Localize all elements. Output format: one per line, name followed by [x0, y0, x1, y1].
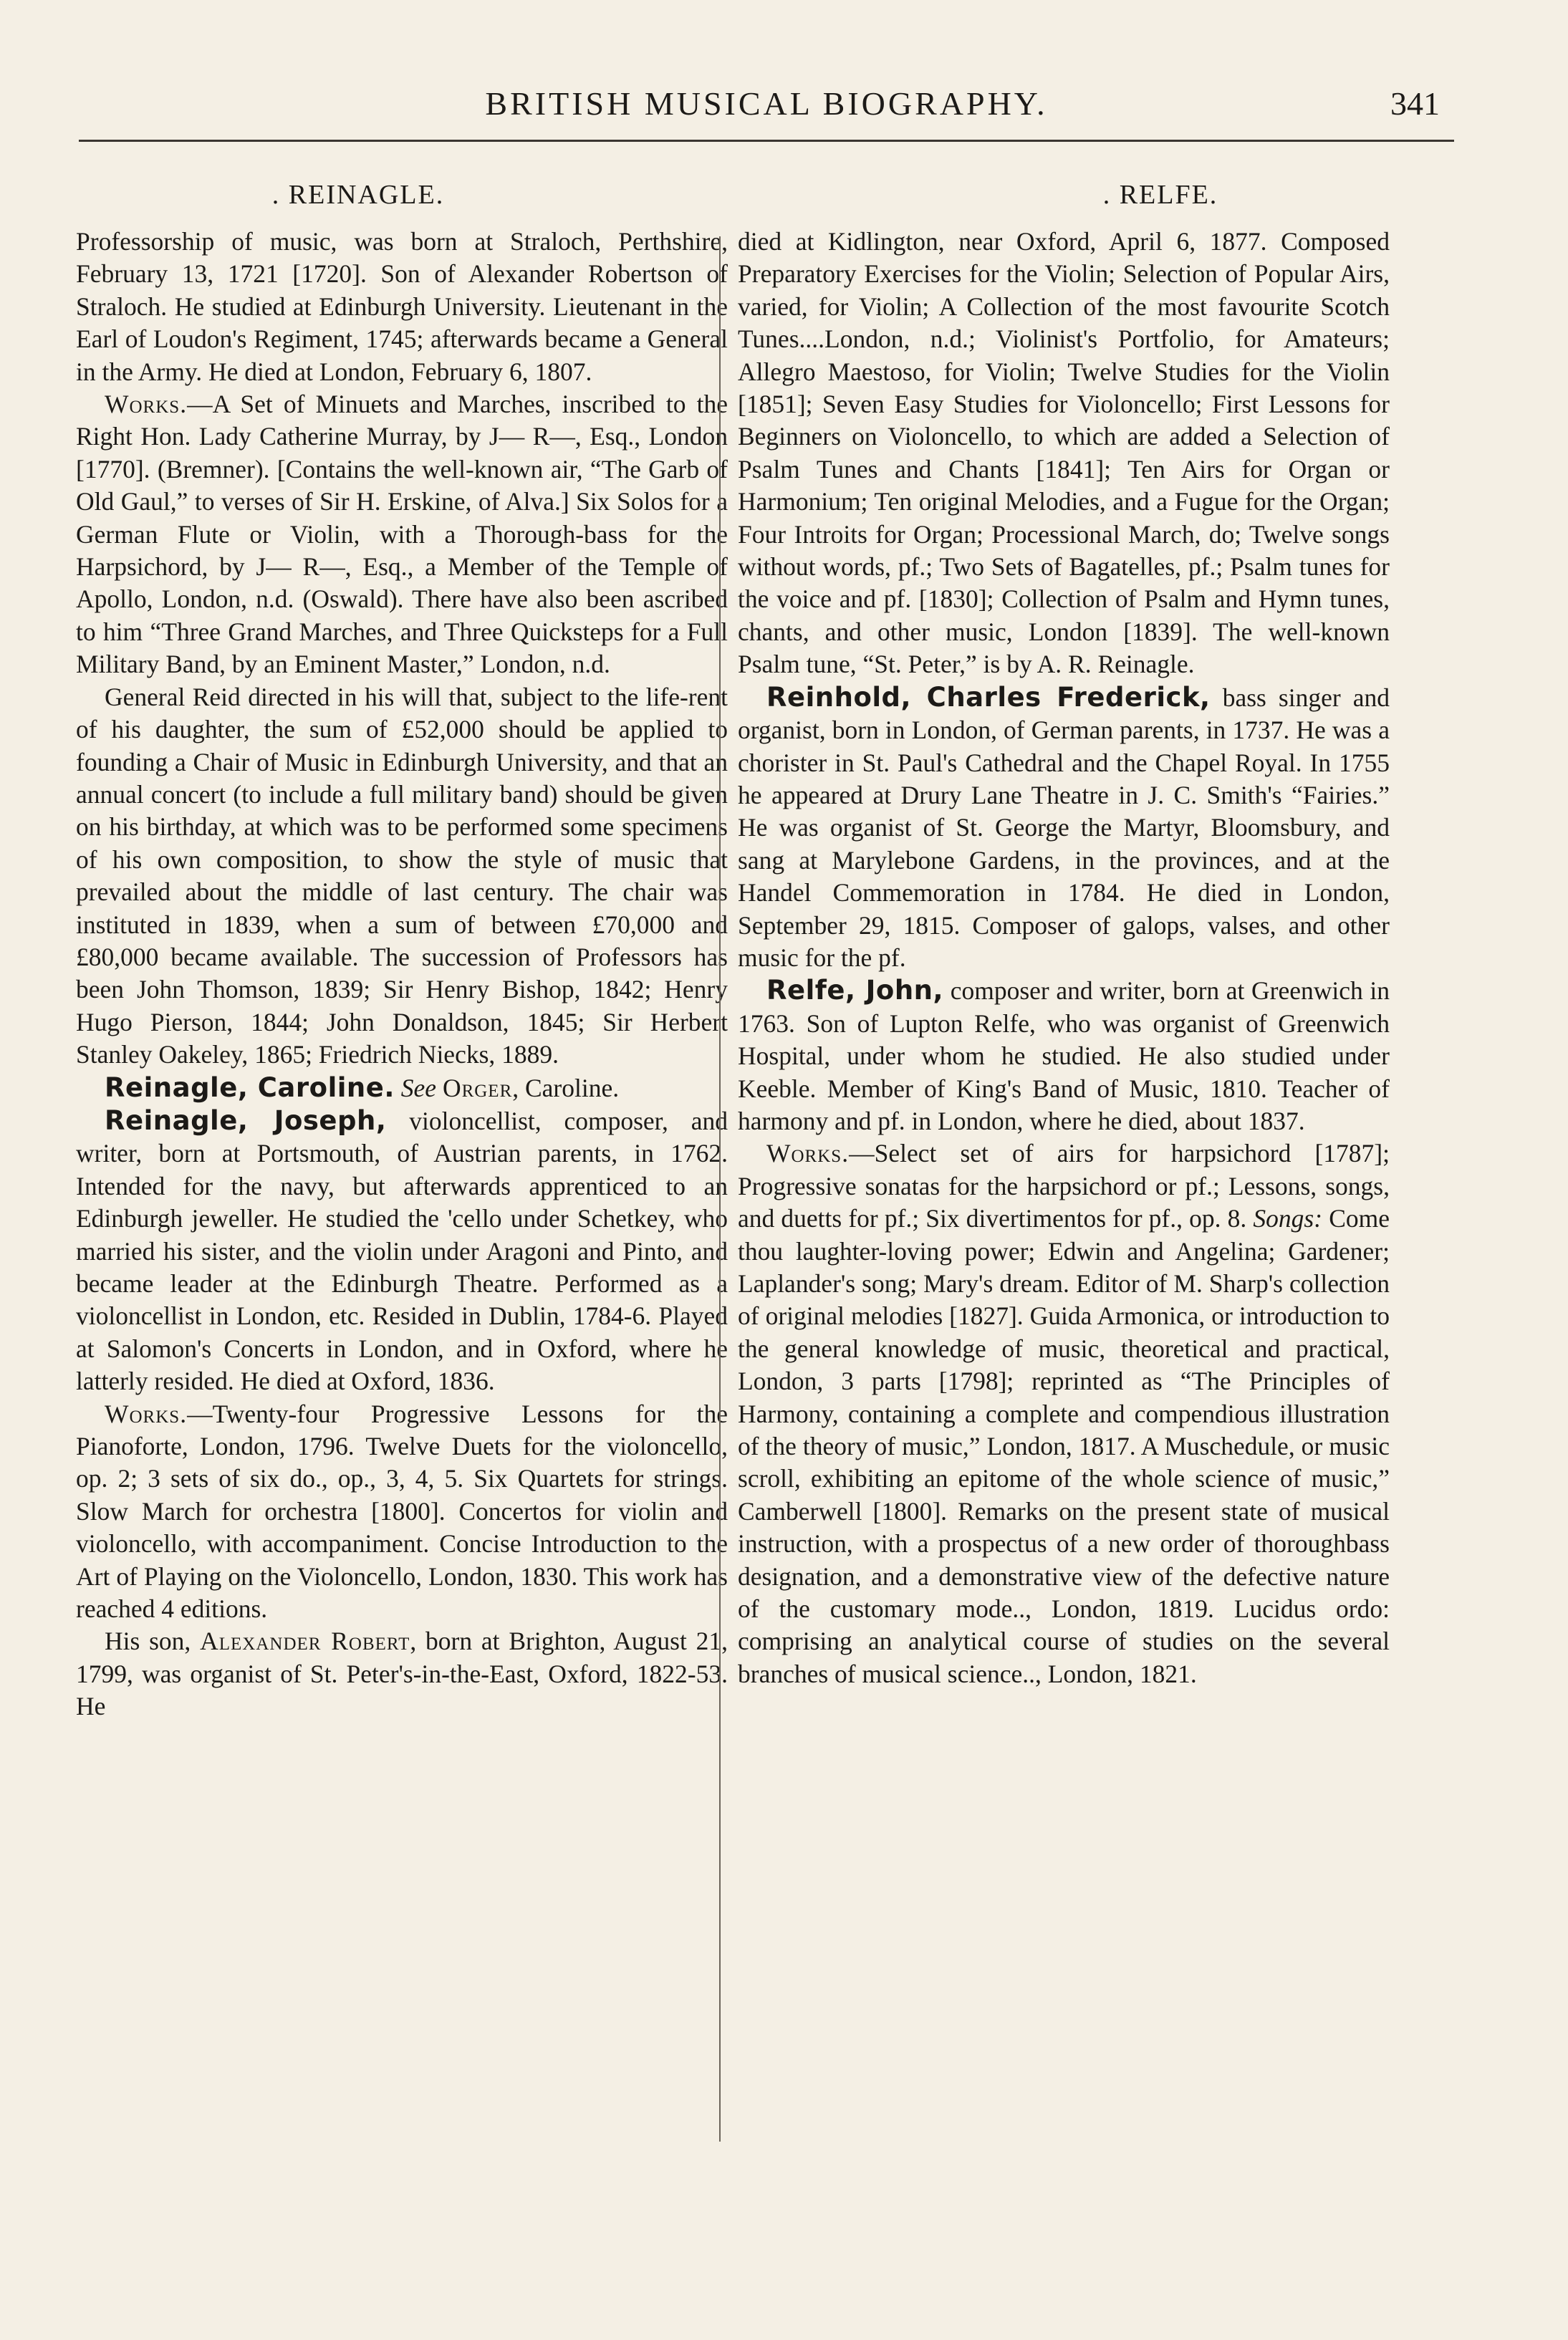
son-name: Alexander Robert [200, 1627, 410, 1656]
left-column [76, 226, 728, 1723]
see-label: See [400, 1073, 437, 1102]
entry-heading: Reinagle, Joseph, [105, 1104, 387, 1136]
continued-text: Professorship of music, was born at Straloch, Perthshire, February 13, 1721 [1720]. Son of Alexander Robertson of Straloch. He studied at Edinburgh University. Lieutenant in the Earl of Loudon's Regiment, 1745; afterwards became a General in the Army. He died at London, February 6, 1807. [76, 227, 728, 386]
entry-relfe [738, 974, 1390, 1137]
entry-text: violoncellist, composer, and writer, born at Portsmouth, of Austrian parents, in 1762. Intended for the navy, but afterwards apprenticed to an Edinburgh jeweller. He studied the 'cello under Schetkey, who married his sister, and the violin under Aragoni and Pinto, and became leader at the Edinburgh Theatre. Performed as a violoncellist in London, etc. Resided in Dublin, 1784-6. Played at Salomon's Concerts in London, and in Oxford, where he latterly resided. He died at Oxford, 1836. [76, 1106, 728, 1396]
entry-reinagle-joseph [76, 1104, 728, 1398]
entry-reinhold [738, 681, 1390, 975]
running-title: BRITISH MUSICAL BIOGRAPHY. [485, 85, 1048, 122]
see-reference: Orger [442, 1073, 513, 1102]
son-paragraph: His son, Alexander Robert, born at Brighton, August 21, 1799, was organist of St. Peter's-in-the-East, Oxford, 1822-53. He [76, 1627, 728, 1721]
works-label: Works. [105, 390, 188, 419]
works-label: Works. [766, 1139, 850, 1168]
paragraph: General Reid directed in his will that, subject to the life-rent of his daughter, the sum of £52,000 should be applied to founding a Chair of Music in Edinburgh University, and that an annual concert (to include a full military band) should be given on his birthday, at which was to be performed some specimens of his own composition, to show the style of music that prevailed about the middle of last century. The chair was instituted in 1839, when a sum of between £70,000 and £80,000 became available. The succession of Professors has been John Thomson, 1839; Sir Henry Bishop, 1842; Henry Hugo Pierson, 1844; John Donaldson, 1845; Sir Herbert Stanley Oakeley, 1865; Friedrich Niecks, 1889. [76, 682, 728, 1069]
entry-text: composer and writer, born at Greenwich in 1763. Son of Lupton Relfe, who was organist of Greenwich Hospital, under whom he studied. He also studied under Keeble. Member of King's Band of Music, 1810. Teacher of harmony and pf. in London, where he died, about 1837. [738, 976, 1390, 1135]
works-paragraph [76, 388, 728, 681]
entry-heading: Reinagle, Caroline. [105, 1072, 395, 1103]
running-head [79, 85, 1454, 135]
works-paragraph [738, 1137, 1390, 1690]
works-text-continued: Come thou laughter-loving power; Edwin and Angelina; Gardener; Laplander's song; Mary's dream. Editor of M. Sharp's collection of original melodies [1827]. Guida Armonica, or introduction to the general knowledge of music, theoretical and practical, London, 3 parts [1798]; reprinted as “The Principles of Harmony, containing a complete and compendious illustration of the theory of music,” London, 1817. A Muschedule, or music scroll, exhibiting an epitome of the whole science of music,” Camberwell [1800]. Remarks on the present state of musical instruction, with a prospectus of a new order of thoroughbass designation, and a demonstrative view of the defective nature of the customary mode.., London, 1819. Lucidus ordo: comprising an analytical course of studies on the several branches of musical science.., London, 1821. [738, 1204, 1390, 1688]
entry-text: bass singer and organist, born in London, of German parents, in 1737. He was a chorister in St. Paul's Cathedral and the Chapel Royal. In 1755 he appeared at Drury Lane Theatre in J. C. Smith's “Fairies.” He was organist of St. George the Martyr, Bloomsbury, and sang at Marylebone Gardens, in the provinces, and at the Handel Commemoration in 1784. He died in London, September 29, 1815. Composer of galops, valses, and other music for the pf. [738, 683, 1390, 972]
works-text: —Twenty-four Progressive Lessons for the Pianoforte, London, 1796. Twelve Duets for the violoncello, op. 2; 3 sets of six do., op., 3, 4, 5. Six Quartets for strings. Slow March for orchestra [1800]. Concertos for violin and violoncello, with accompaniment. Concise Introduction to the Art of Playing on the Violoncello, London, 1830. This work has reached 4 editions. [76, 1399, 728, 1624]
guide-word-left: . REINAGLE. [271, 180, 445, 210]
works-text: —A Set of Minuets and Marches, inscribed to the Right Hon. Lady Catherine Murray, by J— R—, Esq., London [1770]. (Bremner). [Contains the well-known air, “The Garb of Old Gaul,” to verses of Sir H. Erskine, of Alva.] Six Solos for a German Flute or Violin, with a Thorough-bass for the Harpsichord, by J— R—, Esq., a Member of the Temple of Apollo, London, n.d. (Oswald). There have also been ascribed to him “Three Grand Marches, and Three Quicksteps for a Full Military Band, by an Eminent Master,” London, n.d. [76, 390, 728, 679]
works-paragraph [76, 1398, 728, 1626]
entry-reinagle-caroline: Reinagle, Caroline. See Orger, Caroline. [105, 1072, 620, 1103]
header-rule [79, 140, 1454, 142]
works-label: Works. [105, 1399, 188, 1428]
guide-word-right: . RELFE. [1102, 180, 1218, 210]
works-text: —Select set of airs for harpsichord [1787]; Progressive sonatas for the harpsichord or pf.; Lessons, songs, and duetts for pf.; Six divertimentos for pf., op. 8. [738, 1139, 1390, 1233]
column-divider [719, 236, 721, 2142]
continued-text: died at Kidlington, near Oxford, April 6, 1877. Composed Preparatory Exercises for the Violin; Selection of Popular Airs, varied, for Violin; A Collection of the most favourite Scotch Tunes....London, n.d.; Violinist's Portfolio, for Amateurs; Allegro Maestoso, for Violin; Twelve Studies for the Violin [1851]; Seven Easy Studies for Violoncello; First Lessons for Beginners on Violoncello, to which are added a Selection of Psalm Tunes and Chants [1841]; Ten Airs for Organ or Harmonium; Ten original Melodies, and a Fugue for the Organ; Four Introits for Organ; Processional March, do; Twelve songs without words, pf.; Two Sets of Bagatelles, pf.; Psalm tunes for the voice and pf. [1830]; Collection of Psalm and Hymn tunes, chants, and other music, London [1839]. The well-known Psalm tune, “St. Peter,” is by A. R. Reinagle. [738, 227, 1390, 679]
entry-heading: Relfe, John, [766, 975, 944, 1006]
entry-heading: Reinhold, Charles Frederick, [766, 681, 1211, 713]
songs-label: Songs: [1253, 1204, 1323, 1233]
page-number: 341 [1390, 85, 1440, 122]
right-column [738, 226, 1390, 1690]
